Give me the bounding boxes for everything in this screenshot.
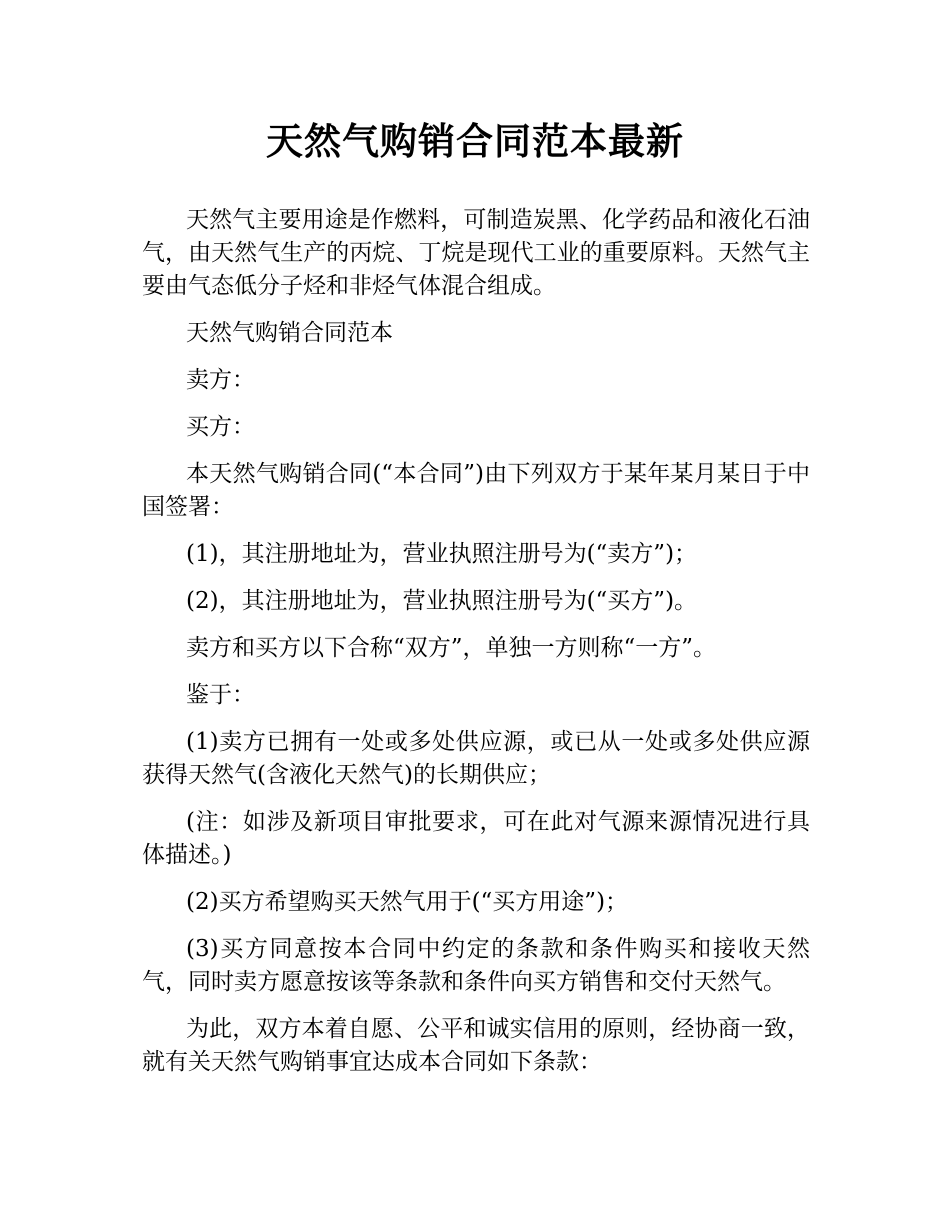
recital-3: (3)买方同意按本合同中约定的条款和条件购买和接收天然气，同时卖方愿意按该等条款和条件向买方销售和交付天然气。 (142, 936, 810, 995)
whereas-heading: 鉴于： (186, 682, 255, 708)
party-1-paragraph: (1)，其注册地址为，营业执照注册号为(“卖方”)； (186, 541, 698, 567)
intro-paragraph: 天然气主要用途是作燃料，可制造炭黑、化学药品和液化石油气，由天然气生产的丙烷、丁烷是现代工业的重要原料。天然气主要由气态低分子烃和非烃气体混合组成。 (142, 207, 810, 299)
parties-definition: 卖方和买方以下合称“双方”，单独一方则称“一方”。 (186, 635, 717, 661)
agreement-clause: 为此，双方本着自愿、公平和诚实信用的原则，经协商一致，就有关天然气购销事宜达成本合同如下条款： (142, 1016, 810, 1075)
recital-2: (2)买方希望购买天然气用于(“买方用途”)； (186, 889, 629, 915)
buyer-line: 买方： (186, 414, 255, 440)
seller-line: 卖方： (186, 367, 255, 393)
party-2-paragraph: (2)，其注册地址为，营业执照注册号为(“买方”)。 (186, 588, 698, 614)
recital-note: (注：如涉及新项目审批要求，可在此对气源来源情况进行具体描述。) (142, 809, 810, 868)
document-title: 天然气购销合同范本最新 (266, 120, 684, 163)
document-body (142, 204, 810, 1093)
recital-1: (1)卖方已拥有一处或多处供应源，或已从一处或多处供应源获得天然气(含液化天然气)的长期供应； (142, 729, 810, 788)
signing-statement: 本天然气购销合同(“本合同”)由下列双方于某年某月某日于中国签署： (142, 461, 810, 520)
contract-heading: 天然气购销合同范本 (186, 320, 393, 346)
